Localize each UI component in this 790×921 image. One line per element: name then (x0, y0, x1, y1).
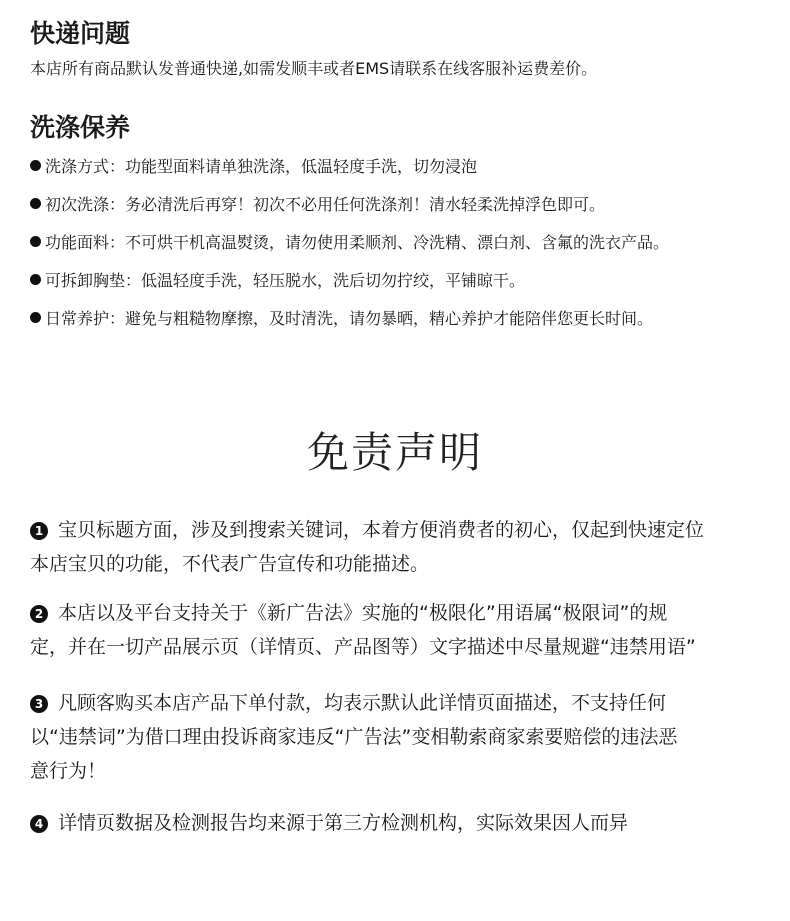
disclaimer-line: 本店宝贝的功能，不代表广告宣传和功能描述。 (30, 553, 430, 575)
number-1-icon: 1 (30, 522, 48, 540)
disclaimer-line: 凡顾客购买本店产品下单付款，均表示默认此详情页面描述，不支持任何 (58, 692, 667, 714)
disclaimer-line: 本店以及平台支持关于《新广告法》实施的“极限化”用语属“极限词”的规 (58, 602, 668, 624)
bullet-icon (30, 274, 41, 285)
bullet-icon (30, 312, 41, 323)
disclaimer-item (30, 596, 770, 664)
care-item (30, 268, 525, 291)
disclaimer-line: 详情页数据及检测报告均来源于第三方检测机构，实际效果因人而异 (58, 812, 629, 834)
care-item (30, 154, 477, 177)
care-item-text: 功能面料：不可烘干机高温熨烫，请勿使用柔顺剂、冷洗精、漂白剂、含氟的洗衣产品。 (45, 233, 670, 252)
number-3-icon: 3 (30, 695, 48, 713)
bullet-icon (30, 198, 41, 209)
disclaimer-line: 定，并在一切产品展示页（详情页、产品图等）文字描述中尽量规避“违禁用语” (30, 636, 696, 658)
number-4-icon: 4 (30, 815, 48, 833)
disclaimer-line: 以“违禁词”为借口理由投诉商家违反“广告法”变相勒索商家索要赔偿的违法恶 (30, 726, 678, 748)
disclaimer-item (30, 686, 770, 788)
care-item-text: 可拆卸胸垫：低温轻度手洗，轻压脱水，洗后切勿拧绞，平铺晾干。 (45, 271, 526, 290)
disclaimer-line: 意行为！ (30, 760, 107, 782)
bullet-icon (30, 160, 41, 171)
disclaimer-line: 宝贝标题方面，涉及到搜索关键词，本着方便消费者的初心，仅起到快速定位 (58, 519, 705, 541)
disclaimer-title: 免责声明 (306, 428, 483, 477)
disclaimer-item (30, 806, 770, 840)
care-item (30, 230, 669, 253)
disclaimer-item (30, 513, 770, 581)
care-item (30, 306, 653, 329)
care-item-text: 日常养护：避免与粗糙物摩擦，及时清洗，请勿暴晒，精心养护才能陪伴您更长时间。 (45, 309, 654, 328)
care-item-text: 初次洗涤：务必清洗后再穿！初次不必用任何洗涤剂！清水轻柔洗掉浮色即可。 (45, 195, 606, 214)
care-item (30, 192, 605, 215)
shipping-title: 快递问题 (30, 19, 131, 48)
shipping-text: 本店所有商品默认发普通快递,如需发顺丰或者EMS请联系在线客服补运费差价。 (30, 59, 598, 78)
number-2-icon: 2 (30, 605, 48, 623)
bullet-icon (30, 236, 41, 247)
care-item-text: 洗涤方式：功能型面料请单独洗涤，低温轻度手洗，切勿浸泡 (45, 157, 478, 176)
care-title: 洗涤保养 (30, 113, 131, 142)
